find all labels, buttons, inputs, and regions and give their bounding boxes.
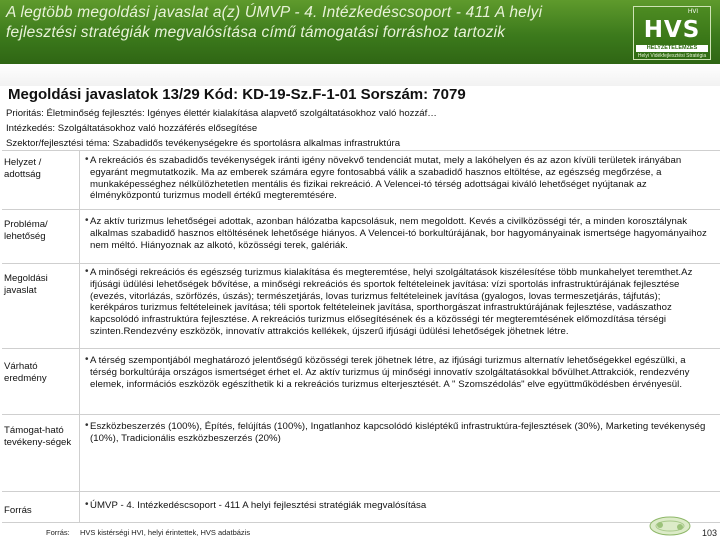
logo-letters: HVS — [643, 17, 701, 43]
bullet: • — [85, 154, 89, 165]
row-divider — [2, 150, 720, 151]
bullet: • — [85, 266, 89, 277]
row-text: A térség szempontjából meghatározó jelentőségű közösségi terek jöhetnek létre, az ifjúsági turizmus alternatív lehetőségekkel egészülki, a térség borkultúrája országos ismertséget érhet el. Az aktív turizmus új minőségi innovatív szolgáltatásokkal bővülhet.Attrakciók, rendezvény elemek, információs eszközök egészíthetik ki a rekreációs turizmus elterjesztését. A " Szomszédolás" elve együttműködésben érvényesül. — [90, 355, 690, 390]
row-text: A minőségi rekreációs és egészség turizmus kialakítása és megteremtése, helyi szolgáltatások kiszélesítése több munkahelyet teremthet.Az ifjúsági üdülési lehetőségek bővítése, a minőségi rekreációs és sportok feltételeinek javítása: vízi sportolás infrastruktúrájának fejlesztése (evezés, vitorlázás, szörfözés, úszás); természetjárás, lovas turizmus feltételeinek javítása (gyalogos, lovas termeszetjárás, tájfutás); kerékpáros turizmus feltételeinek javítása; téli sportok feltételeinek javítása, sporthorgászat infrastruktúrájának fejlesztése, vadászathoz kapcsolódó infrastruktúra fejlesztése. A rekreációs turizmus elősegítésének és a közösségi tér megteremtésének előmozdítása térségi szinten.Rendezvény eszközök, innovatív attrakciós kellékek, újszerű ifjúsági üdülési lehetőségek jöhetnek létre. — [90, 267, 693, 337]
header-separator — [0, 64, 720, 86]
footer-logo-icon — [648, 512, 692, 538]
page-number: 103 — [702, 528, 718, 538]
row-divider — [2, 491, 720, 492]
row-text: Az aktív turizmus lehetőségei adottak, azonban hálózatba kapcsolásuk, nem megoldott. Kevés a civilközösségi tér, a minden korosztálynak alkalmas szabadidő hasznos eltöltésének lehetősége hiányos. A Velencei-tó borkultúrájának, bor hagyományainak ismertsége hagyományaihoz nem méltó. Hiányoznak az alkotó, közösségi terek, galériák. — [90, 216, 707, 251]
row-divider — [2, 263, 720, 264]
row-label: Megoldási javaslat — [4, 273, 48, 296]
row-divider — [2, 414, 720, 415]
row-label: Probléma/ lehetőség — [4, 219, 48, 242]
row-divider — [2, 522, 720, 523]
row-divider — [2, 209, 720, 210]
hvs-logo — [633, 6, 711, 60]
meta-priority: Prioritás: Életminőség fejlesztés: Igényes élettér kialakítása alapvető szolgáltatásokhoz való hozzáf… — [6, 108, 437, 119]
meta-sector: Szektor/fejlesztési téma: Szabadidős tevékenységekre és sportolásra alkalmas infrastruktúra — [6, 138, 401, 149]
logo-bottom-text: Helyi Vidékfejlesztési Stratégia — [637, 53, 707, 59]
page-title: Megoldási javaslatok 13/29 Kód: KD-19-Sz.F-1-01 Sorszám: 7079 — [8, 86, 466, 103]
logo-top-text: HVI — [688, 9, 699, 15]
bullet: • — [85, 420, 89, 431]
row-label: Helyzet / adottság — [4, 157, 42, 180]
footer-source-text: HVS kistérségi HVI, helyi érintettek, HVS adatbázis — [80, 528, 251, 537]
row-label: Forrás — [4, 505, 32, 516]
bullet: • — [85, 215, 89, 226]
row-divider — [2, 348, 720, 349]
row-label: Várható eredmény — [4, 361, 47, 384]
meta-measure: Intézkedés: Szolgáltatásokhoz való hozzáférés elősegítése — [6, 123, 258, 134]
bullet: • — [85, 354, 89, 365]
header-banner — [0, 0, 720, 64]
bullet: • — [85, 499, 89, 510]
header-title: A legtöbb megoldási javaslat a(z) ÚMVP - 4. Intézkedéscsoport - 411 A helyi fejlesztési stratégiák megvalósítása című támogatási forráshoz tartozik — [6, 4, 543, 41]
row-text: A rekreációs és szabadidős tevékenységek iránti igény növekvő tendenciát mutat, mely a lakóhelyen és az azon kívüli területek irányában egyaránt megmutatkozik. Ma az emberek számára egyre fontosabbá válik a szabadidő hasznos eltöltése, az egészség megőrzése, a munkaképességhez nélkülözhetetlen mentális és fizikai rekreáció. A Velencei-tó térség adottságai kiváló lehetőséget nyújtanak az élményközpontú turizmus modell értékű megteremtésére. — [90, 155, 682, 202]
logo-strip: HELYZETELEMZÉS — [636, 45, 708, 52]
column-divider — [79, 150, 80, 522]
row-text: ÚMVP - 4. Intézkedéscsoport - 411 A helyi fejlesztési stratégiák megvalósítása — [90, 500, 427, 511]
footer-source-label: Forrás: — [46, 528, 70, 537]
row-text: Eszközbeszerzés (100%), Építés, felújítás (100%), Ingatlanhoz kapcsolódó kisléptékű infrastruktúra-fejlesztések (30%), Marketing tevékenység (10%), Tradicionális eszközbeszerzés (20%) — [90, 421, 706, 444]
row-label: Támogat-ható tevékeny-ségek — [4, 425, 72, 448]
